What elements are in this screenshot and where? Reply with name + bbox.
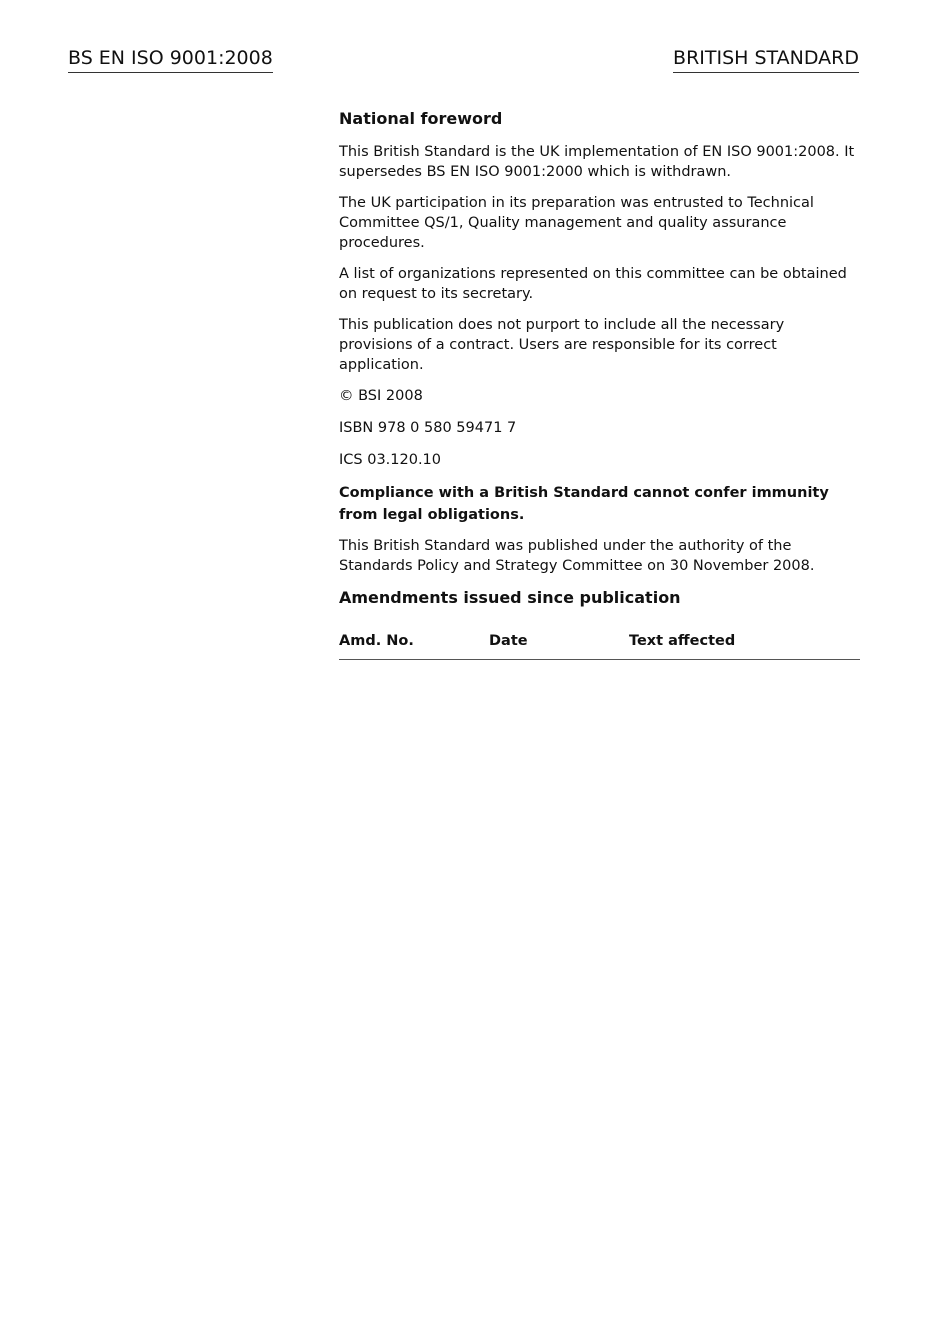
national-foreword	[339, 108, 861, 660]
isbn-line: ISBN 978 0 580 59471 7	[339, 420, 517, 436]
column-header-date: Date	[489, 627, 629, 660]
amendments-table	[339, 627, 860, 660]
amendments-header-row	[339, 627, 860, 660]
column-header-amd-no: Amd. No.	[339, 627, 489, 660]
foreword-paragraph-provisions: This publication does not purport to include all the necessary provisions of a contract. Users are responsible for its correct application.	[339, 317, 785, 373]
foreword-paragraph-participation: The UK participation in its preparation was entrusted to Technical Committee QS/1, Quality management and quality assurance procedures.	[339, 195, 814, 251]
document-number: BS EN ISO 9001:2008	[68, 46, 273, 73]
amendments-title: Amendments issued since publication	[339, 588, 681, 607]
ics-line: ICS 03.120.10	[339, 452, 442, 468]
foreword-title: National foreword	[339, 109, 503, 128]
column-header-text-affected: Text affected	[629, 627, 860, 660]
copyright-line: © BSI 2008	[339, 388, 423, 404]
foreword-paragraph-implementation: This British Standard is the UK implementation of EN ISO 9001:2008. It supersedes BS EN ISO 9001:2000 which is withdrawn.	[339, 144, 855, 180]
compliance-statement: Compliance with a British Standard cannot confer immunity from legal obligations.	[339, 485, 829, 523]
publication-statement: This British Standard was published under the authority of the Standards Policy and Strategy Committee on 30 November 2008.	[339, 538, 815, 574]
foreword-paragraph-committee-list: A list of organizations represented on this committee can be obtained on request to its secretary.	[339, 266, 847, 302]
standard-type: BRITISH STANDARD	[673, 46, 859, 73]
